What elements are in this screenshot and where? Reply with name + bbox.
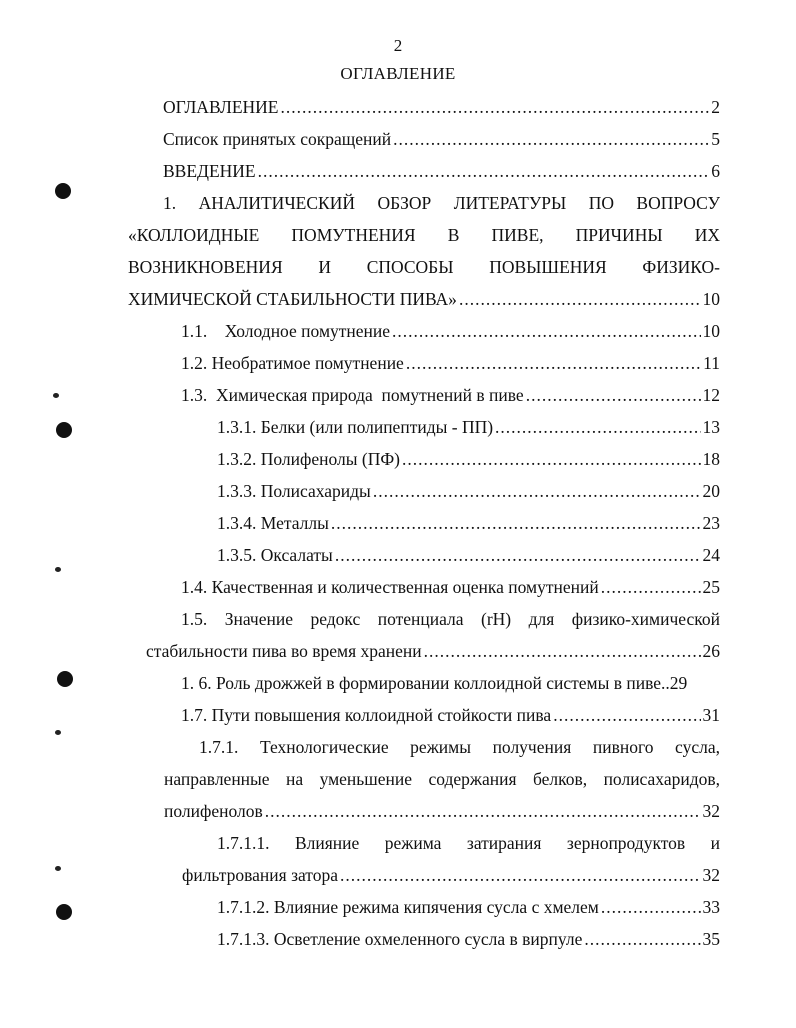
toc-entry-text: 1.3.4. Металлы xyxy=(217,513,329,533)
punch-hole-mark xyxy=(55,183,71,199)
leader-dots xyxy=(459,288,701,310)
toc-entry-text: 1.3.2. Полифенолы (ПФ) xyxy=(217,449,400,469)
leader-dots xyxy=(393,128,709,150)
toc-entry-text: 1.2. Необратимое помутнение xyxy=(181,353,404,373)
leader-dots xyxy=(424,640,701,662)
toc-entry-text: 1.7.1.3. Осветление охмеленного сусла в вирпуле xyxy=(217,929,583,949)
toc-entry-1-6[interactable] xyxy=(181,672,720,694)
punch-hole-mark xyxy=(56,904,72,920)
toc-entry-page: 11 xyxy=(703,353,720,373)
leader-dots xyxy=(258,160,710,182)
toc-entry-1-7-1-2[interactable] xyxy=(217,896,720,918)
toc-entry-page: 33 xyxy=(702,897,720,917)
toc-entry-1-7-1-line2[interactable]: направленные на уменьшение содержания белков, полисахаридов, xyxy=(164,769,720,789)
toc-entry-page: 25 xyxy=(702,577,720,597)
toc-entry-page: 5 xyxy=(711,129,720,149)
leader-dots xyxy=(335,544,701,566)
leader-dots xyxy=(495,416,700,438)
toc-entry-text: 1.7.1.2. Влияние режима кипячения сусла с хмелем xyxy=(217,897,599,917)
toc-entry-1-2[interactable] xyxy=(181,352,720,374)
toc-entry-page: 6 xyxy=(711,161,720,181)
scan-speck-mark xyxy=(55,866,61,871)
leader-dots xyxy=(526,384,701,406)
page-title: ОГЛАВЛЕНИЕ xyxy=(340,64,456,83)
toc-entry-page: 10 xyxy=(702,289,720,309)
toc-entry-chapter1-line2[interactable]: «КОЛЛОИДНЫЕ ПОМУТНЕНИЯ В ПИВЕ, ПРИЧИНЫ ИХ xyxy=(128,225,720,245)
toc-entry-1-3-5[interactable] xyxy=(217,544,720,566)
toc-entry-page: 12 xyxy=(702,385,720,405)
toc-entry-1-3-3[interactable] xyxy=(217,480,720,502)
toc-entry-1-1[interactable] xyxy=(181,320,720,342)
toc-entry-abbreviations[interactable] xyxy=(163,128,720,150)
page-number: 2 xyxy=(393,36,403,55)
toc-entry-page: 10 xyxy=(702,321,720,341)
toc-entry-page: 18 xyxy=(702,449,720,469)
toc-entry-text: 1.3.1. Белки (или полипептиды - ПП) xyxy=(217,417,494,437)
leader-dots xyxy=(392,320,700,342)
toc-entry-page: 35 xyxy=(702,929,720,949)
scan-speck-mark xyxy=(55,567,61,572)
toc-entry-text: фильтрования затора xyxy=(182,865,338,885)
toc-entry-text: ОГЛАВЛЕНИЕ xyxy=(163,97,279,117)
toc-entry-1-7-1-1-line2[interactable] xyxy=(182,864,720,886)
leader-dots xyxy=(584,928,700,950)
toc-entry-1-5-line1[interactable]: 1.5. Значение редокс потенциала (rH) для физико-химической xyxy=(181,609,720,629)
toc-entry-text: ХИМИЧЕСКОЙ СТАБИЛЬНОСТИ ПИВА» xyxy=(128,289,457,309)
leader-dots xyxy=(331,512,701,534)
leader-dots xyxy=(601,576,701,598)
toc-entry-chapter1-line1[interactable]: 1. АНАЛИТИЧЕСКИЙ ОБЗОР ЛИТЕРАТУРЫ ПО ВОПРОСУ xyxy=(163,193,720,213)
leader-dots xyxy=(601,896,701,918)
toc-entry-text: 1.3.5. Оксалаты xyxy=(217,545,333,565)
toc-entry-contents[interactable] xyxy=(163,96,720,118)
toc-entry-text: 1.1. Холодное помутнение xyxy=(181,321,391,341)
punch-hole-mark xyxy=(57,671,73,687)
leader-dots xyxy=(553,704,700,726)
toc-entry-1-3-4[interactable] xyxy=(217,512,720,534)
toc-entry-1-7-1-3[interactable] xyxy=(217,928,720,950)
punch-hole-mark xyxy=(56,422,72,438)
leader-dots xyxy=(280,96,709,118)
toc-entry-1-7-1-line3[interactable] xyxy=(164,800,720,822)
leader-dots xyxy=(373,480,701,502)
toc-entry-1-7[interactable] xyxy=(181,704,720,726)
scan-speck-mark xyxy=(55,730,61,735)
toc-entry-page: 20 xyxy=(702,481,720,501)
toc-entry-text: 1. 6. Роль дрожжей в формировании коллоидной системы в пиве.. xyxy=(181,673,670,693)
toc-entry-text: 1.7. Пути повышения коллоидной стойкости пива xyxy=(181,705,552,725)
toc-entry-page: 26 xyxy=(702,641,720,661)
toc-entry-1-3-1[interactable] xyxy=(217,416,720,438)
toc-entry-page: 24 xyxy=(702,545,720,565)
leader-dots xyxy=(265,800,701,822)
toc-entry-1-7-1-line1[interactable]: 1.7.1. Технологические режимы получения пивного сусла, xyxy=(199,737,720,757)
scan-speck-mark xyxy=(53,393,59,398)
toc-entry-page: 23 xyxy=(702,513,720,533)
toc-entry-page: 32 xyxy=(702,801,720,821)
toc-entry-text: 1.4. Качественная и количественная оценка помутнений xyxy=(181,577,599,597)
toc-entry-text: полифенолов xyxy=(164,801,263,821)
toc-entry-page: 31 xyxy=(702,705,720,725)
toc-entry-1-5-line2[interactable] xyxy=(146,640,720,662)
toc-entry-chapter1-line4[interactable] xyxy=(128,288,720,310)
toc-entry-text: 1.3.3. Полисахариды xyxy=(217,481,371,501)
toc-entry-1-7-1-1-line1[interactable]: 1.7.1.1. Влияние режима затирания зернопродуктов и xyxy=(217,833,720,853)
toc-entry-page: 13 xyxy=(702,417,720,437)
toc-entry-1-4[interactable] xyxy=(181,576,720,598)
toc-entry-page: 2 xyxy=(711,97,720,117)
leader-dots xyxy=(406,352,701,374)
toc-entry-text: ВВЕДЕНИЕ xyxy=(163,161,256,181)
toc-entry-text: Список принятых сокращений xyxy=(163,129,392,149)
toc-entry-page: 29 xyxy=(669,673,688,693)
toc-entry-1-3-2[interactable] xyxy=(217,448,720,470)
toc-entry-introduction[interactable] xyxy=(163,160,720,182)
toc-entry-page: 32 xyxy=(702,865,720,885)
toc-entry-text: стабильности пива во время хранени xyxy=(146,641,422,661)
leader-dots xyxy=(402,448,701,470)
toc-entry-text: 1.3. Химическая природа помутнений в пиве xyxy=(181,385,524,405)
leader-dots xyxy=(340,864,701,886)
toc-entry-chapter1-line3[interactable]: ВОЗНИКНОВЕНИЯ И СПОСОБЫ ПОВЫШЕНИЯ ФИЗИКО- xyxy=(128,257,720,277)
toc-entry-1-3[interactable] xyxy=(181,384,720,406)
